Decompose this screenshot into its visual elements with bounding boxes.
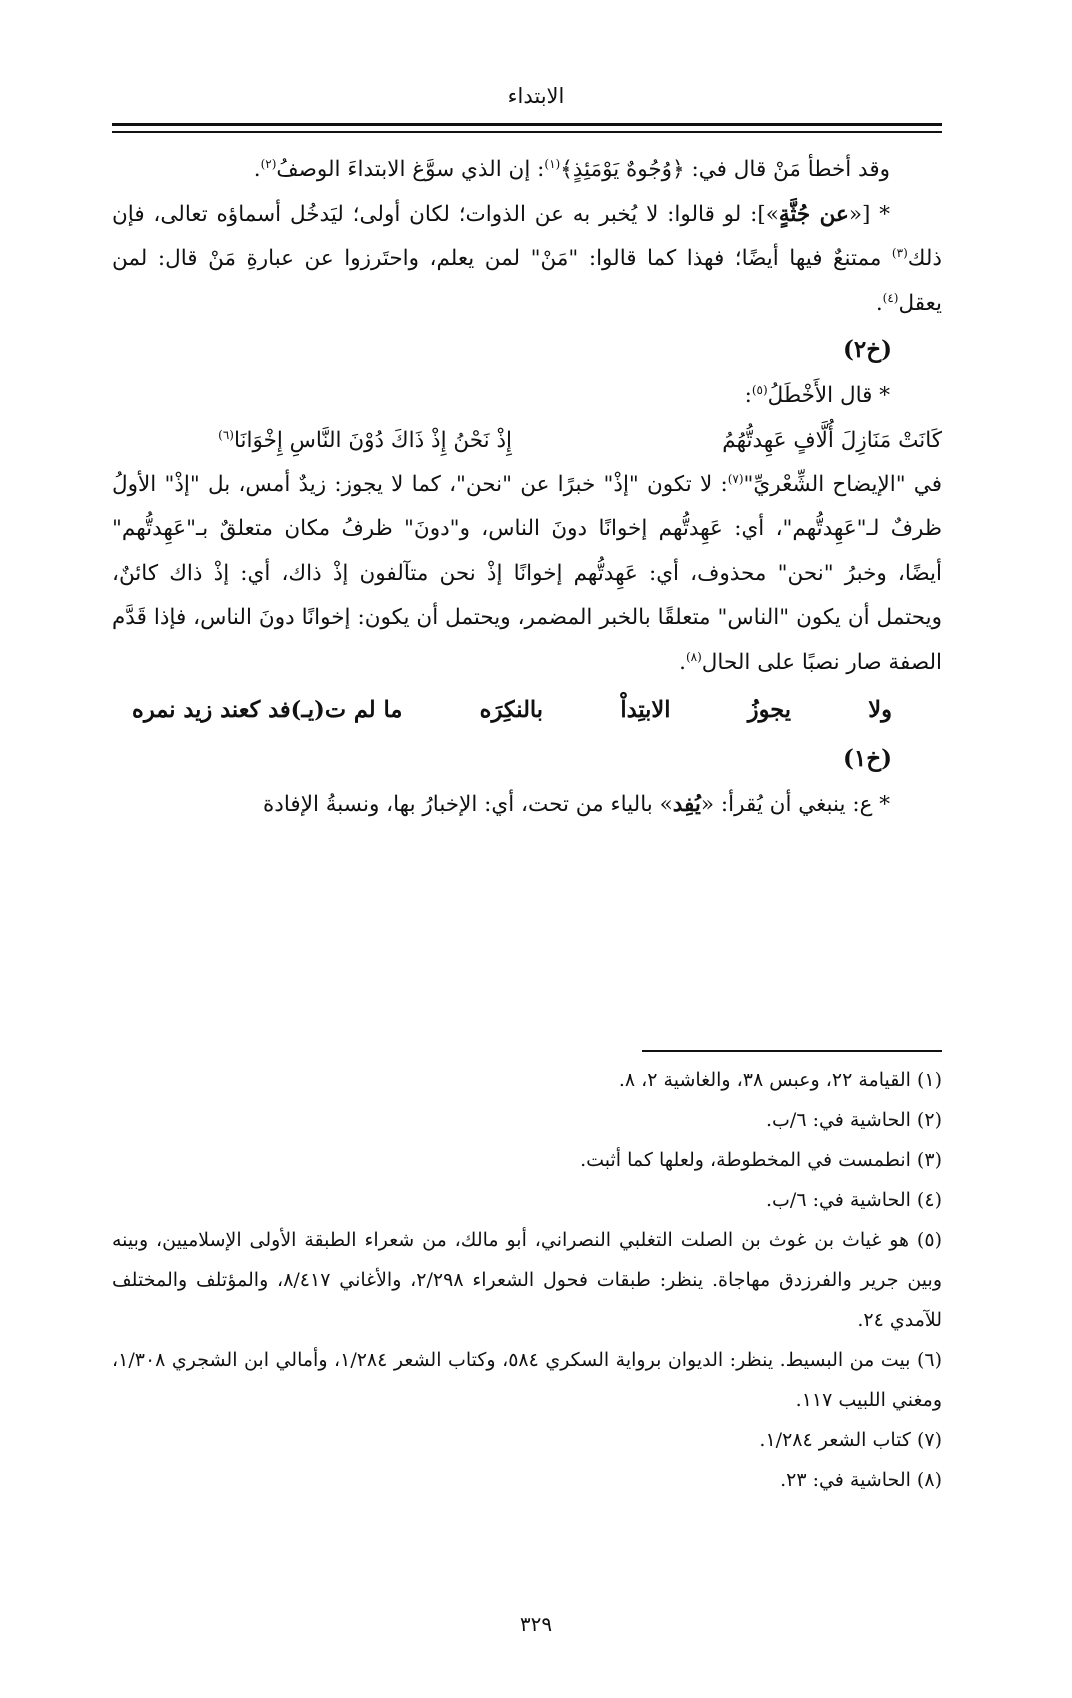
p1-text-b: : إن الذي سوَّغ الابتداءَ الوصفُ: [276, 157, 545, 182]
verse-word-4: بالنكِرَه: [479, 697, 544, 723]
footnote-separator: [642, 1050, 942, 1052]
poem-first-hemistich: كَانَتْ مَنَازِلَ أُلَّافٍ عَهِدتُّهُمُ: [722, 427, 942, 453]
p5-bold-term: يُفِد: [672, 792, 701, 817]
footnote-ref-8: (٨): [685, 649, 702, 664]
poem-second-text: إِذْ نَحْنُ إِذْ ذَاكَ دُوْنَ النَّاسِ إِخْوَانَا: [233, 427, 512, 453]
p2-star: * [«: [848, 201, 890, 227]
footnote-ref-1: (١): [544, 156, 561, 171]
footnote-ref-3: (٣): [891, 245, 908, 260]
p1-end: .: [253, 157, 261, 182]
p3-text: * قال الأَخْطَلُ: [767, 383, 890, 408]
footnote-ref-2: (٢): [260, 156, 277, 171]
footnote-ref-7: (٧): [727, 471, 744, 486]
p5-star: * ع: ينبغي أن يُقرأ: «: [700, 792, 890, 817]
poem-line: [112, 419, 942, 463]
main-text: [112, 148, 942, 828]
p4-text-b: : لا تكون "إذْ" خبرًا عن "نحن"، كما لا يجوز: زيدٌ أمس، بل "إذْ" الأولُ ظرفٌ لـ"عَهِدتُّهم"، أي: عَهِدتُّهم إخوانًا دونَ الناس، و"دونَ" ظرفُ مكان متعلقٌ بـ"عَهِدتُّهم" أيضًا، وخبرُ "نحن" محذوف، أي: عَهِدتُّهم إخوانًا إذْ نحن متآلفون إذْ ذاك، أي: إذْ ذاك كائنٌ، ويحتمل أن يكون "الناس" متعلقًا بالخبر المضمر، ويحتمل أن يكون: إخوانًا دونَ الناس، فإذا قَدَّم الصفة صار نصبًا على الحال: [112, 471, 942, 675]
footnotes: [112, 1060, 942, 1500]
footnote-7: (٧) كتاب الشعر ١/٢٨٤.: [759, 1429, 942, 1451]
p2-text: »]: لو قالوا: لا يُخبر به عن الذوات؛ لكان أولى؛ ليَدخُل أسماؤه تعالى، فإن ذلك: [112, 201, 942, 271]
p5-text: » بالياء من تحت، أي: الإخبارُ بها، ونسبةُ الإفادة: [263, 792, 673, 817]
footnote-1: (١) القيامة ٢٢، وعبس ٣٨، والغاشية ٢، ٨.: [618, 1069, 942, 1091]
paragraph-2: [112, 193, 942, 327]
header-rule-thick: [112, 123, 942, 126]
p3-end: :: [744, 383, 752, 408]
manuscript-marker-kh1: (خ١): [843, 745, 892, 772]
paragraph-1: [112, 148, 942, 193]
running-title: الابتداء: [507, 84, 565, 108]
p1-text: وقد أخطأ مَنْ قال في: ﴿وُجُوهٌ يَوْمَئِذٍ﴾: [560, 157, 890, 182]
footnote-4: (٤) الحاشية في: ٦/ب.: [765, 1189, 942, 1211]
page-number: ٣٢٩: [519, 1612, 553, 1636]
alfiyya-verse: [112, 685, 942, 735]
footnote-8: (٨) الحاشية في: ٢٣.: [780, 1469, 942, 1491]
verse-word-1: ولا: [868, 697, 892, 723]
verse-word-3: الابتِداْ: [620, 697, 671, 723]
verse-word-2: يجوزُ: [747, 697, 792, 723]
verse-second-hemistich: ما لم ت(يـ)فد كعند زيد نمره: [132, 697, 403, 723]
paragraph-5: [112, 783, 942, 828]
footnote-6: (٦) بيت من البسيط. ينظر: الديوان برواية السكري ٥٨٤، وكتاب الشعر ١/٢٨٤، وأمالي ابن الشجري ١/٣٠٨، ومغني اللبيب ١١٧.: [112, 1349, 942, 1411]
p2-end: .: [875, 290, 883, 316]
footnote-3: (٣) انطمست في المخطوطة، ولعلها كما أثبت.: [580, 1149, 942, 1171]
footnote-2: (٢) الحاشية في: ٦/ب.: [765, 1109, 942, 1131]
paragraph-4: [112, 463, 942, 686]
footnote-ref-6: (٦): [218, 427, 234, 442]
header-rule-thin: [112, 131, 942, 133]
footnote-5: (٥) هو غياث بن غوث بن الصلت التغلبي النصراني، أبو مالك، من شعراء الطبقة الأولى الإسلاميين، وبينه وبين جرير والفرزدق مهاجاة. ينظر: طبقات فحول الشعراء ٢/٢٩٨، والأغاني ٨/٤١٧، والمؤتلف والمختلف للآمدي ٢٤.: [112, 1229, 942, 1331]
manuscript-marker-kh2: (خ٢): [843, 336, 892, 363]
footnote-ref-4: (٤): [882, 290, 899, 305]
p4-text: في "الإيضاح الشِّعْريِّ": [743, 471, 942, 497]
p2-bold-term: عن جُثَّةٍ: [778, 201, 849, 227]
p2-text-b: ممتنعٌ فيها أيضًا؛ فهذا كما قالوا: "مَنْ" لمن يعلم، واحتَرزوا عن عبارةِ مَنْ قال: لمن يعقل: [112, 246, 942, 316]
p4-end: .: [679, 649, 686, 675]
footnote-ref-5: (٥): [751, 382, 768, 397]
poem-second-hemistich: [112, 419, 512, 463]
paragraph-3: [112, 374, 942, 419]
